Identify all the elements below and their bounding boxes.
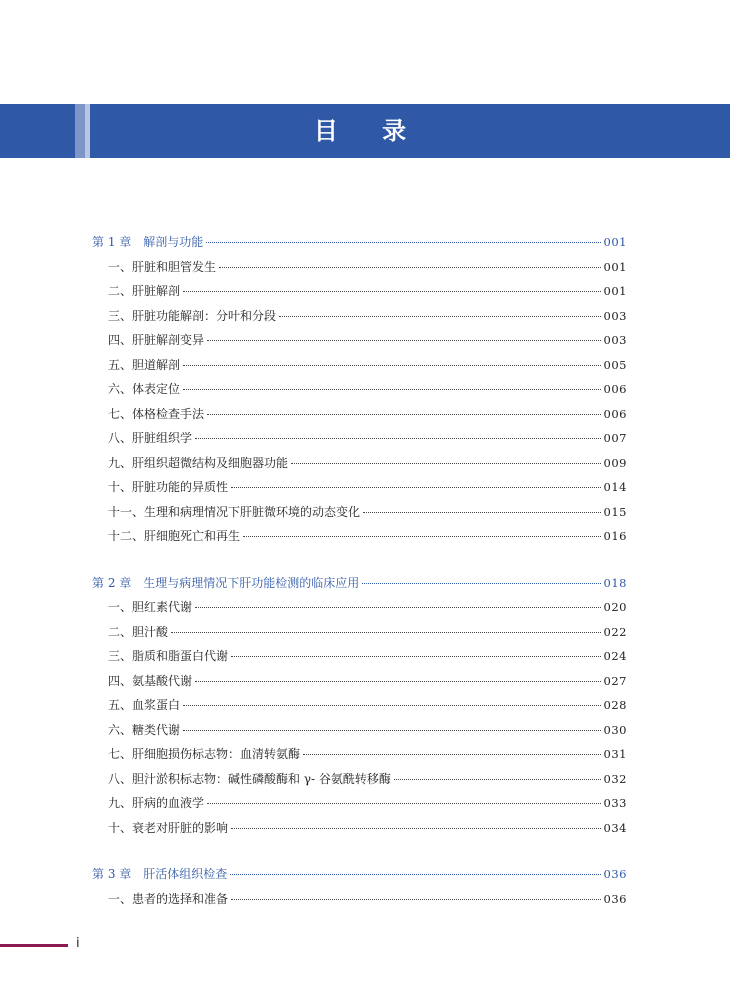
dot-leader (207, 414, 601, 415)
toc-entry[interactable] (92, 429, 627, 454)
toc-entry-page-number: 027 (603, 673, 627, 688)
dot-leader (171, 632, 601, 633)
toc-entry-page-number: 016 (603, 529, 627, 543)
toc-entry[interactable] (92, 356, 627, 381)
toc-entry-title: 一、患者的选择和准备 (108, 891, 229, 906)
toc-entry-title: 九、肝病的血液学 (108, 796, 205, 810)
chapter-heading-title: 第 3 章 肝活体组织检查 (92, 867, 228, 881)
toc-entry-page-number: 028 (603, 698, 627, 712)
toc-entry-title: 三、肝脏功能解剖：分叶和分段 (108, 308, 277, 323)
toc-entry-title: 二、胆汁酸 (108, 624, 169, 639)
toc-entry[interactable] (92, 380, 627, 405)
toc-entry-title: 六、体表定位 (108, 382, 181, 396)
toc-entry-page-number: 015 (603, 504, 627, 519)
toc-entry[interactable] (92, 331, 627, 356)
dot-leader (394, 779, 601, 780)
dot-leader (183, 389, 601, 390)
dot-leader (219, 267, 601, 268)
toc-entry-page-number: 033 (603, 796, 627, 810)
dot-leader (231, 487, 601, 488)
dot-leader (303, 754, 601, 755)
toc-entry[interactable] (92, 672, 627, 697)
toc-entry-title: 八、肝脏组织学 (108, 431, 193, 445)
dot-leader (195, 681, 601, 682)
toc-entry[interactable] (92, 307, 627, 332)
chapter-heading-page-number: 018 (603, 575, 627, 590)
toc-entry-title: 七、体格检查手法 (108, 406, 205, 421)
toc-entry-page-number: 009 (603, 455, 627, 470)
toc-entry[interactable] (92, 745, 627, 770)
chapter-block (92, 574, 627, 844)
toc-entry-page-number: 031 (603, 747, 627, 761)
toc-entry-page-number: 034 (603, 820, 627, 835)
toc-entry[interactable] (92, 770, 627, 795)
title-banner (0, 104, 730, 158)
toc-entry-page-number: 032 (603, 771, 627, 786)
toc-entry[interactable] (92, 527, 627, 552)
chapter-heading-title: 第 2 章 生理与病理情况下肝功能检测的临床应用 (92, 575, 360, 590)
toc-entry-title: 五、胆道解剖 (108, 357, 181, 372)
toc-entry[interactable] (92, 696, 627, 721)
chapter-block (92, 865, 627, 914)
footer-page-number: i (76, 936, 80, 951)
dot-leader (183, 365, 601, 366)
toc-entry-page-number: 022 (603, 624, 627, 639)
toc-entry-page-number: 001 (603, 284, 627, 298)
toc-entry-page-number: 024 (603, 649, 627, 663)
dot-leader (231, 828, 601, 829)
toc-entry-page-number: 005 (603, 357, 627, 372)
dot-leader (362, 583, 600, 584)
toc-entry[interactable] (92, 598, 627, 623)
toc-entry-title: 十、肝脏功能的异质性 (108, 480, 229, 494)
toc-entry[interactable] (92, 819, 627, 844)
toc-entry-page-number: 006 (603, 406, 627, 421)
dot-leader (231, 656, 601, 657)
toc-entry[interactable] (92, 503, 627, 528)
toc-entry-page-number: 003 (603, 333, 627, 347)
chapter-heading-page-number: 001 (603, 235, 627, 249)
toc-entry-title: 四、肝脏解剖变异 (108, 333, 205, 347)
dot-leader (230, 874, 600, 875)
toc-entry[interactable] (92, 647, 627, 672)
toc-entry[interactable] (92, 282, 627, 307)
toc-entry-title: 七、肝细胞损伤标志物：血清转氨酶 (108, 747, 301, 761)
dot-leader (195, 607, 601, 608)
toc-entry-title: 九、肝组织超微结构及细胞器功能 (108, 455, 289, 470)
chapter-heading-page-number: 036 (603, 867, 627, 881)
toc-entry[interactable] (92, 258, 627, 283)
chapter-heading[interactable] (92, 233, 627, 258)
dot-leader (231, 899, 601, 900)
toc-entry-title: 五、血浆蛋白 (108, 698, 181, 712)
toc-entry-title: 八、胆汁淤积标志物：碱性磷酸酶和 γ- 谷氨酰转移酶 (108, 771, 391, 786)
dot-leader (207, 803, 601, 804)
toc-entry-page-number: 007 (603, 431, 627, 445)
footer-rule (0, 944, 68, 947)
toc-entry[interactable] (92, 405, 627, 430)
dot-leader (243, 536, 601, 537)
dot-leader (183, 705, 601, 706)
toc-entry-page-number: 001 (603, 259, 627, 274)
toc-entry-title: 一、胆红素代谢 (108, 600, 193, 614)
toc-entry-title: 三、脂质和脂蛋白代谢 (108, 649, 229, 663)
toc-entry-title: 十二、肝细胞死亡和再生 (108, 529, 241, 543)
dot-leader (291, 463, 601, 464)
chapter-block (92, 233, 627, 552)
dot-leader (195, 438, 601, 439)
dot-leader (206, 242, 600, 243)
toc-entry[interactable] (92, 454, 627, 479)
toc-entry[interactable] (92, 623, 627, 648)
toc-entry-page-number: 036 (603, 891, 627, 906)
toc-entry-page-number: 014 (603, 480, 627, 494)
dot-leader (279, 316, 601, 317)
toc-entry-page-number: 020 (603, 600, 627, 614)
toc-entry-title: 四、氨基酸代谢 (108, 673, 193, 688)
toc-entry-title: 十、衰老对肝脏的影响 (108, 820, 229, 835)
table-of-contents (92, 233, 627, 936)
toc-entry-page-number: 030 (603, 722, 627, 737)
toc-entry-title: 一、肝脏和胆管发生 (108, 259, 217, 274)
toc-entry-page-number: 006 (603, 382, 627, 396)
dot-leader (363, 512, 601, 513)
toc-entry[interactable] (92, 794, 627, 819)
chapter-heading[interactable] (92, 574, 627, 599)
chapter-heading-title: 第 1 章 解剖与功能 (92, 235, 204, 249)
toc-entry[interactable] (92, 721, 627, 746)
toc-entry-title: 六、糖类代谢 (108, 722, 181, 737)
dot-leader (207, 340, 601, 341)
page-title: 目 录 (313, 117, 425, 145)
chapter-heading[interactable] (92, 865, 627, 890)
toc-entry[interactable] (92, 890, 627, 915)
dot-leader (183, 730, 601, 731)
toc-entry[interactable] (92, 478, 627, 503)
toc-entry-title: 十一、生理和病理情况下肝脏微环境的动态变化 (108, 504, 361, 519)
dot-leader (183, 291, 601, 292)
toc-entry-page-number: 003 (603, 308, 627, 323)
toc-entry-title: 二、肝脏解剖 (108, 284, 181, 298)
